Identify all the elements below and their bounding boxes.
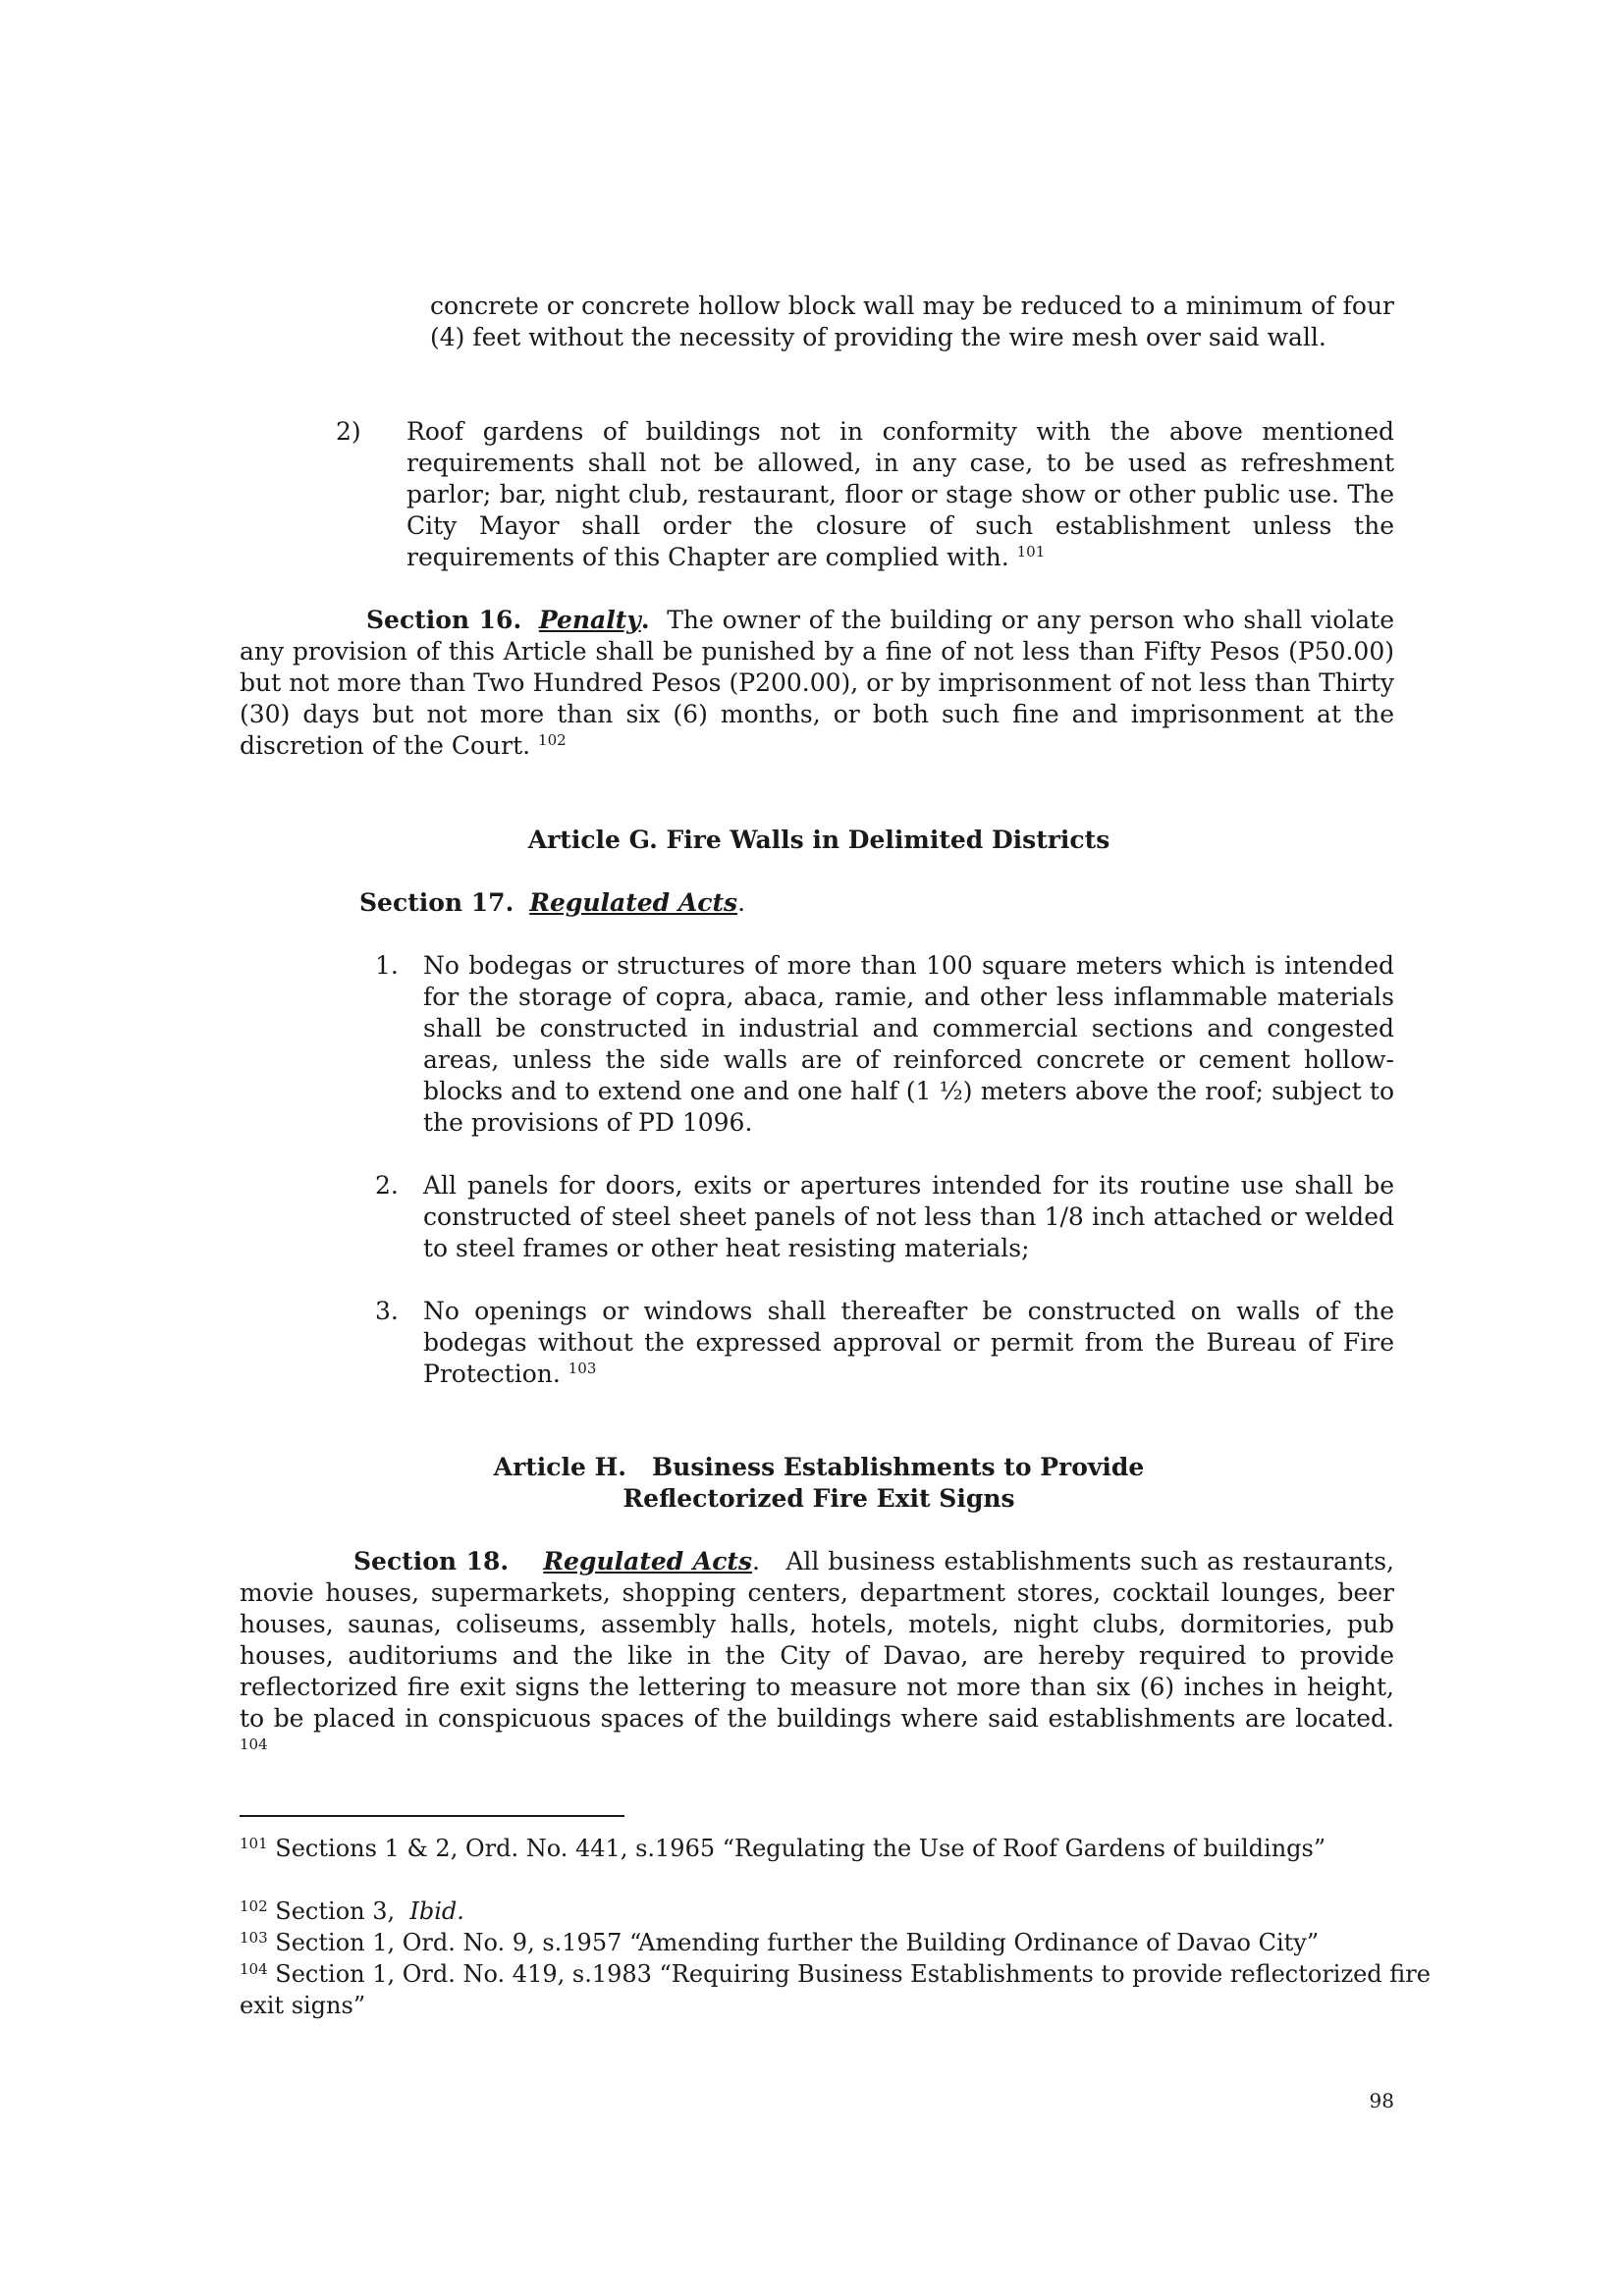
- list-marker: 2.: [375, 1171, 399, 1200]
- page-number: 98: [1369, 2089, 1394, 2112]
- section-text: The owner of the building or any person who shall violate any provision of this Article shall be punished by a fine of not less than Fifty Pesos (P50.00) but not more than Two Hundred Pesos (P200.00), or by imprisonment of not less than Thirty (30) days but not more than six (6) months, or both such fine and imprisonment at the discretion of the Court.: [240, 606, 1394, 760]
- footnote-separator: [240, 1815, 624, 1817]
- heading-line: Article H. Business Establishments to Provide: [493, 1453, 1145, 1481]
- footnote-text: Section 3,: [275, 1897, 396, 1925]
- section-16-paragraph: [240, 605, 1394, 762]
- footnote-ref[interactable]: 101: [1016, 543, 1046, 561]
- article-g-heading: Article G. Fire Walls in Delimited Districts: [527, 826, 1110, 854]
- section-title: Regulated Acts: [529, 888, 738, 917]
- list-item-text: Roof gardens of buildings not in conformity with the above mentioned requirements shall not be allowed, in any case, to be used as refreshment parlor; bar, night club, restaurant, floor or stage show or other public use. The City Mayor shall order the closure of such establishment unless the requirements of this Chapter are complied with.: [406, 417, 1394, 571]
- list-item: [423, 1296, 1394, 1390]
- list-item-text: No openings or windows shall thereafter be constructed on walls of the bodegas without the expressed approval or permit from the Bureau of Fire Protection.: [423, 1297, 1394, 1388]
- section-title: Regulated Acts: [543, 1547, 753, 1575]
- section-title-punct: .: [640, 606, 650, 634]
- footnote-number: 103: [240, 1929, 268, 1947]
- list-item: [423, 1170, 1394, 1264]
- list-marker: 2): [336, 417, 361, 446]
- footnote-number: 101: [240, 1835, 268, 1852]
- heading-line: Reflectorized Fire Exit Signs: [622, 1484, 1015, 1513]
- footnote-ref[interactable]: 103: [568, 1360, 597, 1377]
- footnote-text: Section 1, Ord. No. 419, s.1983 “Requiring Business Establishments to provide reflectorized fire exit signs”: [240, 1960, 1431, 2019]
- section-17-heading: [359, 887, 1341, 919]
- continuation-text: concrete or concrete hollow block wall may be reduced to a minimum of four (4) feet without the necessity of providing the wire mesh over said wall.: [430, 292, 1394, 351]
- list-item-text: All panels for doors, exits or apertures intended for its routine use shall be constructed of steel sheet panels of not less than 1/8 inch attached or welded to steel frames or other heat resisting materials;: [423, 1171, 1394, 1262]
- list-marker: 1.: [375, 951, 399, 980]
- footnote-ref[interactable]: 104: [240, 1735, 268, 1753]
- section-label: Section 16.: [366, 606, 522, 634]
- section-label: Section 18.: [353, 1547, 510, 1575]
- list-item: [423, 950, 1394, 1139]
- section-title: Penalty: [538, 606, 641, 634]
- article-h-heading: [240, 1452, 1398, 1515]
- footnote-101: [240, 1833, 1437, 1864]
- footnote-text: Section 1, Ord. No. 9, s.1957 “Amending further the Building Ordinance of Davao City”: [275, 1929, 1320, 1956]
- footnote-104: [240, 1958, 1437, 2021]
- list-item-text: No bodegas or structures of more than 100 square meters which is intended for the storage of copra, abaca, ramie, and other less inflammable materials shall be constructed in industrial and commercial sections and congested areas, unless the side walls are of reinforced concrete or cement hollow-blocks and to extend one and one half (1 ½) meters above the roof; subject to the provisions of PD 1096.: [423, 951, 1394, 1137]
- list-marker: 3.: [375, 1297, 399, 1325]
- section-text: All business establishments such as restaurants, movie houses, supermarkets, shopping centers, department stores, cocktail lounges, beer houses, saunas, coliseums, assembly halls, hotels, motels, night clubs, dormitories, pub houses, auditoriums and the like in the City of Davao, are hereby required to provide reflectorized fire exit signs the lettering to measure not more than six (6) inches in height, to be placed in conspicuous spaces of the buildings where said establishments are located.: [240, 1547, 1395, 1733]
- footnote-text: Sections 1 & 2, Ord. No. 441, s.1965 “Regulating the Use of Roof Gardens of buildings”: [275, 1835, 1326, 1862]
- continuation-paragraph: [430, 291, 1394, 353]
- footnote-102: [240, 1896, 1437, 1927]
- list-item-2: [406, 416, 1394, 573]
- footnote-number: 104: [240, 1960, 268, 1978]
- section-18-paragraph: [240, 1546, 1394, 1766]
- footnote-ref[interactable]: 102: [538, 731, 567, 749]
- footnote-italic-text: Ibid.: [409, 1897, 464, 1925]
- footnote-103: [240, 1927, 1437, 1958]
- section-title-punct: .: [737, 888, 746, 917]
- footnote-number: 102: [240, 1897, 268, 1915]
- section-title-punct: .: [752, 1547, 760, 1575]
- section-label: Section 17.: [359, 888, 514, 917]
